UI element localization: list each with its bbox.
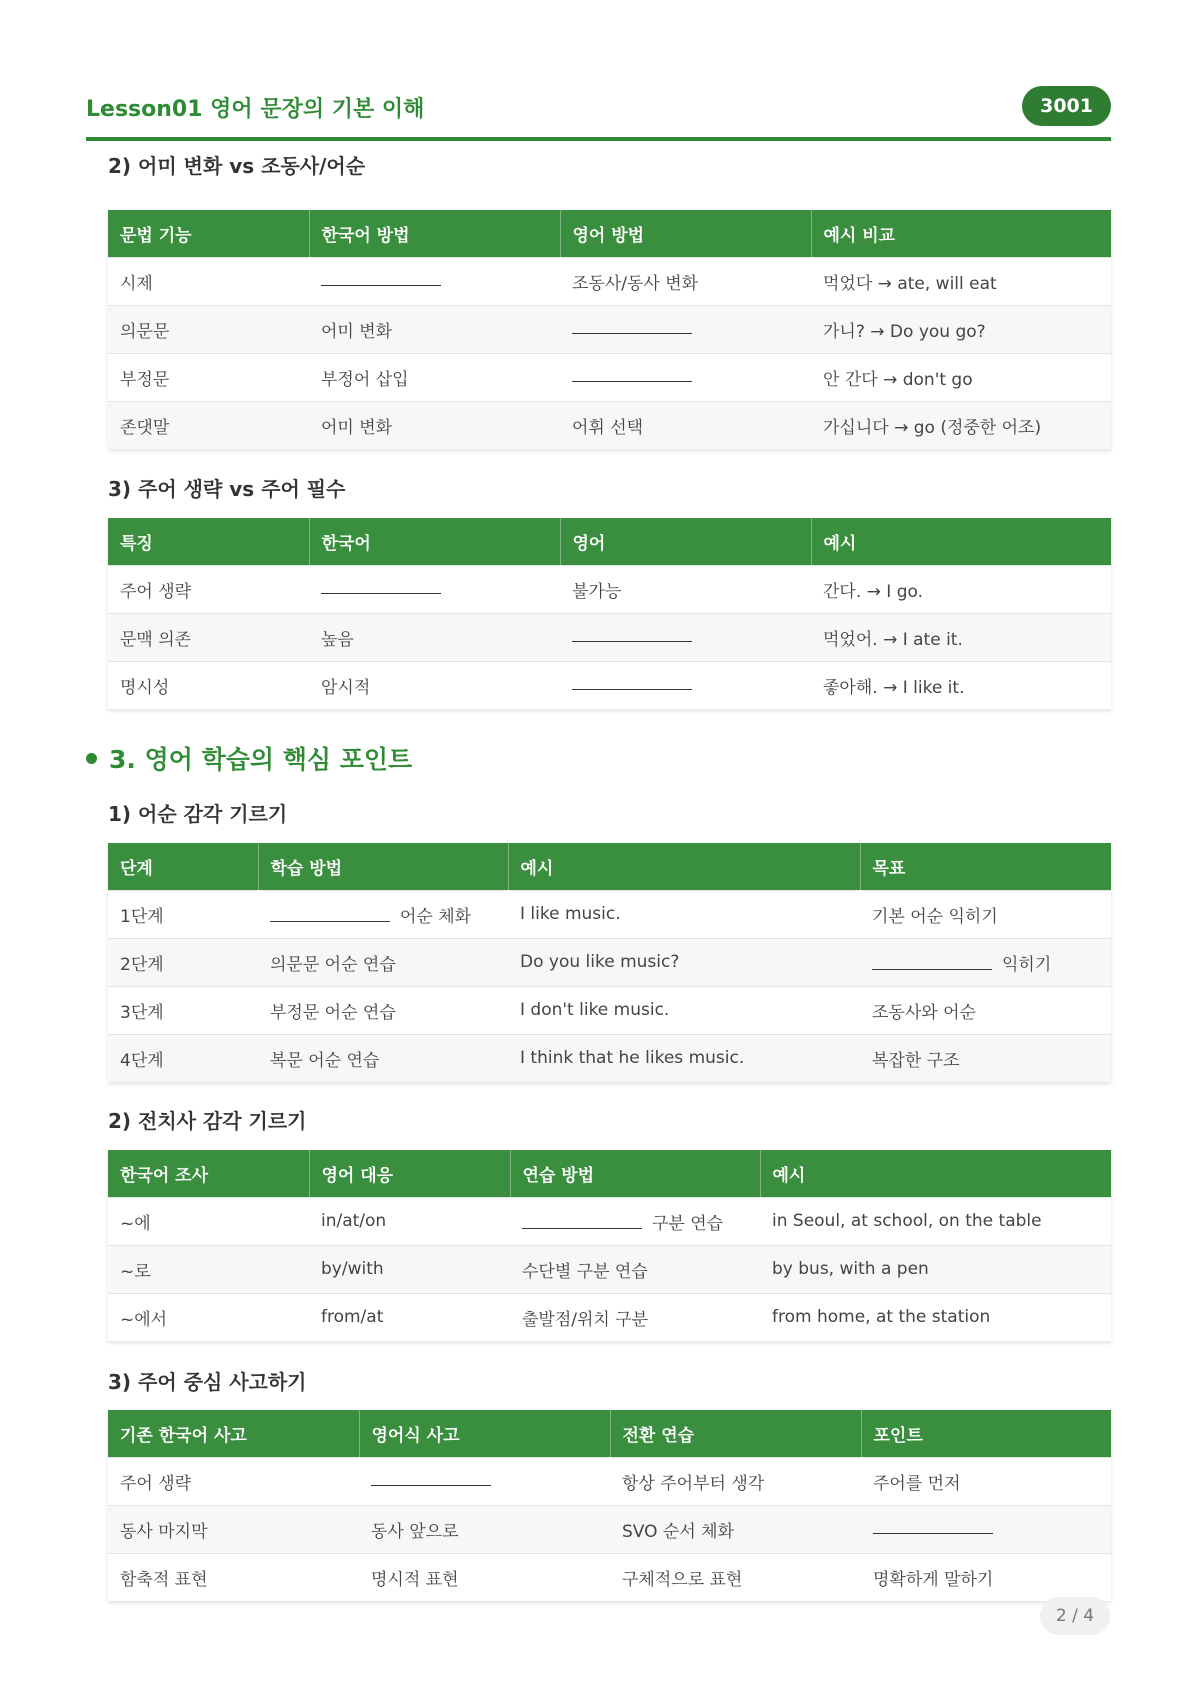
column-header: 영어 대응	[309, 1150, 510, 1197]
table-cell: I think that he likes music.	[508, 1034, 860, 1082]
table-cell: 어미 변화	[309, 305, 560, 353]
table-cell: 동사 마지막	[108, 1505, 359, 1553]
subheading-subject-omission: 3) 주어 생략 vs 주어 필수	[108, 477, 346, 501]
column-header: 예시	[760, 1150, 1111, 1197]
table-row	[108, 661, 1111, 709]
table-header-row	[108, 210, 1111, 257]
blank-cell	[309, 257, 560, 305]
blank-cell	[861, 1505, 1111, 1553]
table-cell: 출발점/위치 구분	[510, 1293, 760, 1341]
table-cell: 4단계	[108, 1034, 258, 1082]
column-header: 기존 한국어 사고	[108, 1410, 359, 1457]
column-header: 영어식 사고	[359, 1410, 610, 1457]
fill-in-blank[interactable]	[572, 372, 692, 382]
table-cell: 시제	[108, 257, 309, 305]
column-header: 특징	[108, 518, 309, 565]
table-row	[108, 613, 1111, 661]
fill-in-blank[interactable]	[873, 1524, 993, 1534]
table-cell: 불가능	[560, 565, 811, 613]
table-cell: from home, at the station	[760, 1293, 1111, 1341]
subheading-ending-vs-auxiliary: 2) 어미 변화 vs 조동사/어순	[108, 154, 366, 178]
table-row	[108, 1293, 1111, 1341]
section-title: 3. 영어 학습의 핵심 포인트	[109, 745, 413, 774]
table-cell: Do you like music?	[508, 938, 860, 986]
table-cell: 먹었다 → ate, will eat	[811, 257, 1111, 305]
column-header: 문법 기능	[108, 210, 309, 257]
table-row	[108, 890, 1111, 938]
fill-in-blank[interactable]	[572, 632, 692, 642]
table-cell: by/with	[309, 1245, 510, 1293]
bullet-icon	[86, 753, 97, 764]
table-cell: 암시적	[309, 661, 560, 709]
fill-in-blank[interactable]	[872, 960, 992, 970]
subject-comparison-table	[108, 518, 1111, 709]
table-cell: 명시성	[108, 661, 309, 709]
table-cell: 복잡한 구조	[860, 1034, 1111, 1082]
table-row	[108, 1034, 1111, 1082]
column-header: 연습 방법	[510, 1150, 760, 1197]
table-row	[108, 257, 1111, 305]
fill-in-blank[interactable]	[522, 1219, 642, 1229]
table-cell: 존댓말	[108, 401, 309, 449]
table-cell: 주어를 먼저	[861, 1457, 1111, 1505]
lesson-title: Lesson01 영어 문장의 기본 이해	[86, 97, 425, 122]
table-cell: 부정문	[108, 353, 309, 401]
cell-text: 구분 연습	[652, 1213, 724, 1234]
table-cell: 좋아해. → I like it.	[811, 661, 1111, 709]
column-header: 한국어	[309, 518, 560, 565]
fill-in-blank[interactable]	[270, 912, 390, 922]
fill-in-blank[interactable]	[371, 1476, 491, 1486]
fill-in-blank[interactable]	[321, 584, 441, 594]
table-cell: 수단별 구분 연습	[510, 1245, 760, 1293]
table-row	[108, 1457, 1111, 1505]
table-row	[108, 1553, 1111, 1601]
table-cell: 복문 어순 연습	[258, 1034, 508, 1082]
blank-cell	[309, 565, 560, 613]
table-cell: 주어 생략	[108, 565, 309, 613]
preposition-table	[108, 1150, 1111, 1341]
section-heading	[86, 740, 412, 776]
table-cell: 부정문 어순 연습	[258, 986, 508, 1034]
table-cell: ~에서	[108, 1293, 309, 1341]
table-cell: 구체적으로 표현	[610, 1553, 861, 1601]
page-header	[86, 84, 1111, 141]
table-cell: 함축적 표현	[108, 1553, 359, 1601]
table-row	[108, 565, 1111, 613]
subheading-prepositions: 2) 전치사 감각 기르기	[108, 1109, 307, 1133]
table-cell: 안 간다 → don't go	[811, 353, 1111, 401]
table-cell: 어미 변화	[309, 401, 560, 449]
table-cell: 2단계	[108, 938, 258, 986]
column-header: 한국어 방법	[309, 210, 560, 257]
blank-cell	[560, 613, 811, 661]
table-row	[108, 353, 1111, 401]
grammar-function-table	[108, 210, 1111, 449]
column-header: 예시	[508, 843, 860, 890]
column-header: 단계	[108, 843, 258, 890]
table-cell: 간다. → I go.	[811, 565, 1111, 613]
lesson-code-badge: 3001	[1022, 86, 1111, 126]
column-header: 예시	[811, 518, 1111, 565]
table-cell: ~에	[108, 1197, 309, 1245]
table-header-row	[108, 518, 1111, 565]
table-cell: 의문문 어순 연습	[258, 938, 508, 986]
column-header: 영어	[560, 518, 811, 565]
table-cell: 문맥 의존	[108, 613, 309, 661]
column-header: 전환 연습	[610, 1410, 861, 1457]
fill-in-blank[interactable]	[321, 276, 441, 286]
table-cell: 1단계	[108, 890, 258, 938]
table-cell: 의문문	[108, 305, 309, 353]
column-header: 영어 방법	[560, 210, 811, 257]
table-cell: SVO 순서 체화	[610, 1505, 861, 1553]
table-cell: 가니? → Do you go?	[811, 305, 1111, 353]
table-header-row	[108, 1410, 1111, 1457]
table-cell: I don't like music.	[508, 986, 860, 1034]
subheading-subject-centered: 3) 주어 중심 사고하기	[108, 1370, 307, 1394]
column-header: 목표	[860, 843, 1111, 890]
blank-cell	[359, 1457, 610, 1505]
table-cell: ~로	[108, 1245, 309, 1293]
table-row	[108, 1197, 1111, 1245]
table-cell: by bus, with a pen	[760, 1245, 1111, 1293]
table-cell	[258, 890, 508, 938]
table-cell: in Seoul, at school, on the table	[760, 1197, 1111, 1245]
table-cell: 높음	[309, 613, 560, 661]
table-cell: 동사 앞으로	[359, 1505, 610, 1553]
word-order-table	[108, 843, 1111, 1082]
table-cell: 명확하게 말하기	[861, 1553, 1111, 1601]
table-row	[108, 986, 1111, 1034]
table-cell: 어휘 선택	[560, 401, 811, 449]
column-header: 학습 방법	[258, 843, 508, 890]
column-header: 포인트	[861, 1410, 1111, 1457]
fill-in-blank[interactable]	[572, 324, 692, 334]
table-cell	[510, 1197, 760, 1245]
table-cell: 가십니다 → go (정중한 어조)	[811, 401, 1111, 449]
fill-in-blank[interactable]	[572, 680, 692, 690]
page-number: 2 / 4	[1040, 1597, 1110, 1635]
cell-text: 어순 체화	[400, 906, 472, 927]
table-row	[108, 1505, 1111, 1553]
table-cell: 3단계	[108, 986, 258, 1034]
table-cell: 조동사/동사 변화	[560, 257, 811, 305]
table-cell: 기본 어순 익히기	[860, 890, 1111, 938]
table-row	[108, 1245, 1111, 1293]
table-cell: 주어 생략	[108, 1457, 359, 1505]
table-header-row	[108, 1150, 1111, 1197]
table-cell: from/at	[309, 1293, 510, 1341]
table-cell: 먹었어. → I ate it.	[811, 613, 1111, 661]
cell-text: 익히기	[1002, 954, 1052, 975]
blank-cell	[560, 661, 811, 709]
blank-cell	[560, 353, 811, 401]
column-header: 예시 비교	[811, 210, 1111, 257]
table-cell: 항상 주어부터 생각	[610, 1457, 861, 1505]
column-header: 한국어 조사	[108, 1150, 309, 1197]
blank-cell	[560, 305, 811, 353]
table-cell: 조동사와 어순	[860, 986, 1111, 1034]
table-cell: 명시적 표현	[359, 1553, 610, 1601]
table-cell	[860, 938, 1111, 986]
table-cell: in/at/on	[309, 1197, 510, 1245]
table-row	[108, 305, 1111, 353]
subheading-word-order: 1) 어순 감각 기르기	[108, 802, 288, 826]
table-row	[108, 401, 1111, 449]
table-header-row	[108, 843, 1111, 890]
table-cell: I like music.	[508, 890, 860, 938]
table-cell: 부정어 삽입	[309, 353, 560, 401]
table-row	[108, 938, 1111, 986]
subject-thinking-table	[108, 1410, 1111, 1601]
